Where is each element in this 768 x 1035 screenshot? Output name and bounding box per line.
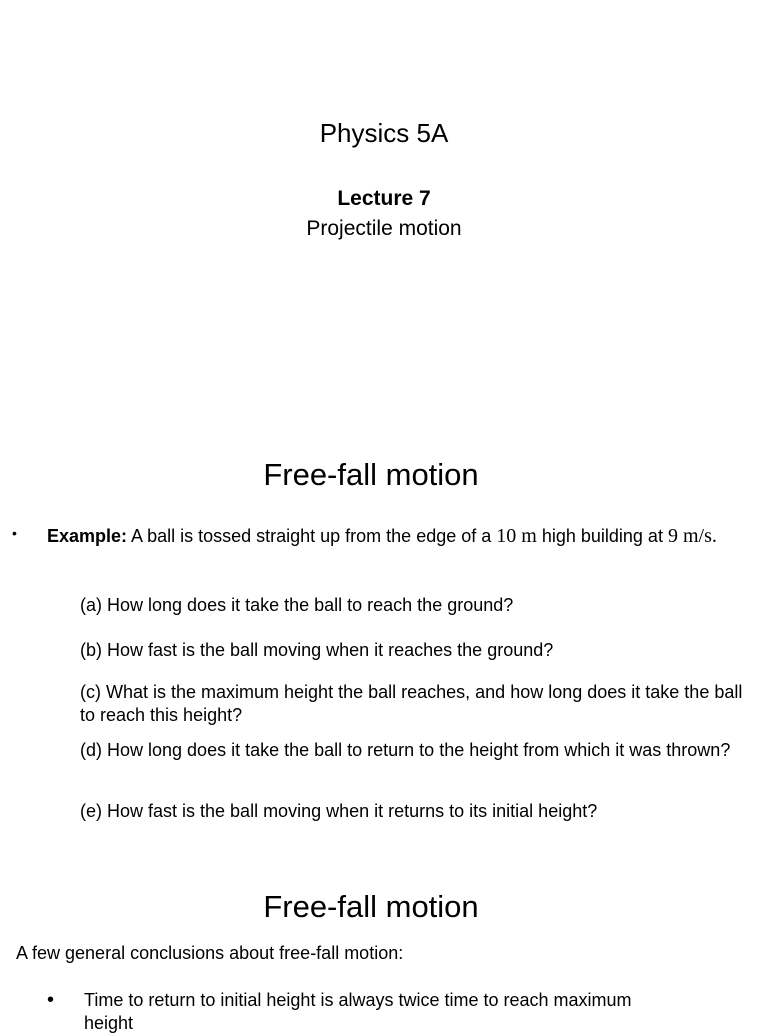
question-item: (a) How long does it take the ball to reach the ground? bbox=[80, 595, 514, 615]
lecture-number: Lecture 7 bbox=[337, 187, 431, 210]
slide-heading: Free-fall motion bbox=[263, 457, 479, 492]
question-item: (b) How fast is the ball moving when it reaches the ground? bbox=[80, 640, 554, 660]
example-label: Example: bbox=[47, 526, 128, 546]
example-text-part: high building at bbox=[536, 526, 668, 546]
question-item: (e) How fast is the ball moving when it returns to its initial height? bbox=[80, 801, 598, 821]
conclusion-item: Time to return to initial height is always twice time to reach maximum height bbox=[84, 990, 632, 1033]
question-item: (c) What is the maximum height the ball reaches, and how long does it take the ball to reach this height? bbox=[80, 682, 743, 725]
course-title: Physics 5A bbox=[319, 118, 449, 148]
example-paragraph bbox=[47, 523, 747, 550]
height-value: 10 m bbox=[496, 525, 537, 547]
intro-text: A few general conclusions about free-fall motion: bbox=[16, 943, 404, 963]
bullet-icon: • bbox=[47, 989, 55, 1011]
speed-value: 9 m/s. bbox=[667, 525, 717, 547]
example-text-part: A ball is tossed straight up from the edge of a bbox=[127, 526, 497, 546]
lecture-topic: Projectile motion bbox=[306, 217, 462, 240]
slide-heading: Free-fall motion bbox=[263, 889, 479, 924]
bullet-icon: • bbox=[12, 525, 17, 541]
question-item: (d) How long does it take the ball to return to the height from which it was thrown? bbox=[80, 740, 731, 760]
